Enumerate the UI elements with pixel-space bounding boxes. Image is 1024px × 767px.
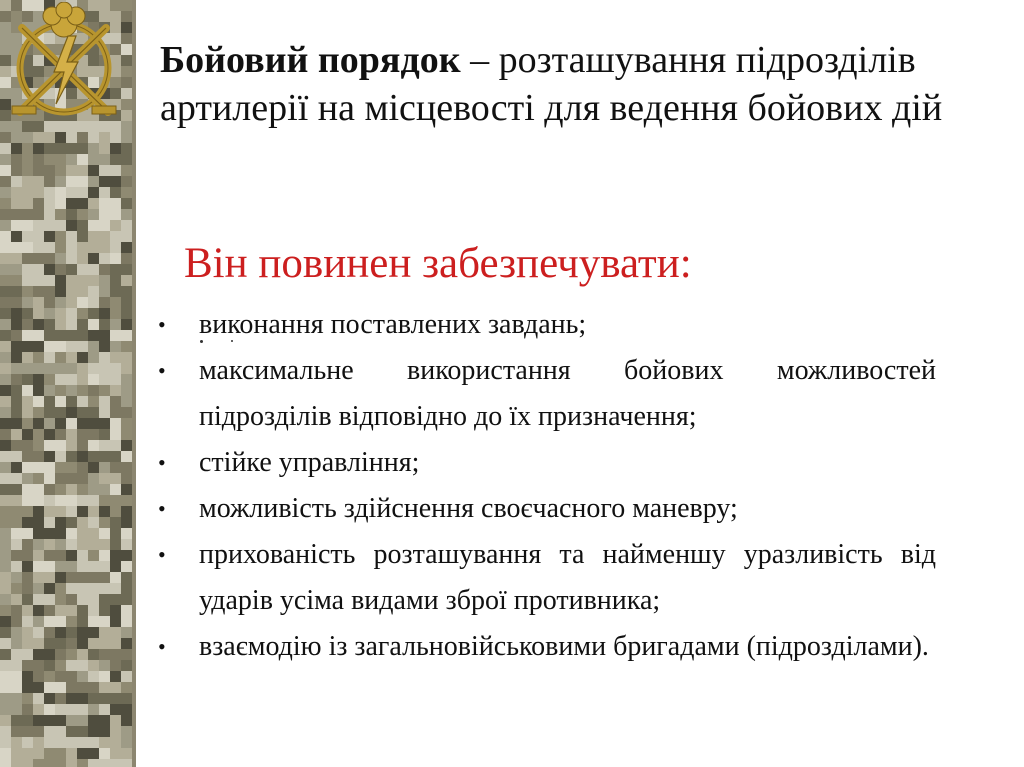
list-item bbox=[152, 440, 936, 486]
camouflage-pixel bbox=[44, 352, 55, 363]
camouflage-pixel bbox=[44, 506, 66, 517]
list-item-text: максимальне використання бойових можливостей підрозділів відповідно до їх призначення; bbox=[199, 355, 936, 432]
camouflage-pixel bbox=[44, 671, 55, 682]
camouflage-pixel bbox=[11, 715, 33, 726]
camouflage-pixel bbox=[11, 605, 22, 627]
camouflage-pixel bbox=[121, 110, 132, 121]
camouflage-pixel bbox=[22, 418, 33, 429]
camouflage-pixel bbox=[44, 330, 77, 341]
camouflage-pixel bbox=[11, 352, 22, 363]
camouflage-pixel bbox=[88, 374, 99, 385]
camouflage-pixel bbox=[77, 528, 99, 550]
camouflage-divider bbox=[132, 0, 136, 767]
camouflage-pixel bbox=[44, 165, 55, 187]
camouflage-pixel bbox=[99, 165, 110, 176]
camouflage-pixel bbox=[33, 561, 55, 572]
camouflage-pixel bbox=[88, 319, 99, 330]
camouflage-pixel bbox=[110, 671, 121, 682]
camouflage-pixel bbox=[55, 605, 77, 616]
camouflage-pixel bbox=[88, 286, 99, 297]
camouflage-pixel bbox=[121, 363, 132, 374]
camouflage-pixel bbox=[121, 451, 132, 462]
camouflage-pixel bbox=[11, 583, 22, 594]
camouflage-pixel bbox=[99, 385, 110, 396]
camouflage-pixel bbox=[121, 506, 132, 517]
bullet-icon: • bbox=[158, 312, 166, 337]
camouflage-pixel bbox=[121, 528, 132, 539]
camouflage-pixel bbox=[77, 132, 88, 143]
camouflage-pixel bbox=[88, 715, 110, 737]
camouflage-pixel bbox=[66, 550, 77, 561]
camouflage-pixel bbox=[0, 616, 11, 627]
camouflage-pixel bbox=[11, 308, 22, 330]
camouflage-pixel bbox=[22, 671, 33, 682]
camouflage-pixel bbox=[55, 473, 88, 484]
camouflage-pixel bbox=[33, 242, 55, 253]
camouflage-pixel bbox=[22, 594, 33, 605]
camouflage-pixel bbox=[66, 506, 77, 517]
camouflage-pixel bbox=[110, 715, 121, 737]
camouflage-pixel bbox=[121, 495, 132, 506]
bullet-icon: • bbox=[158, 358, 166, 383]
camouflage-pixel bbox=[33, 605, 44, 616]
camouflage-pixel bbox=[0, 209, 33, 220]
camouflage-pixel bbox=[55, 418, 66, 429]
camouflage-pixel bbox=[44, 143, 55, 154]
camouflage-pixel bbox=[88, 462, 99, 473]
camouflage-pixel bbox=[66, 660, 88, 671]
camouflage-pixel bbox=[55, 319, 66, 330]
camouflage-pixel bbox=[110, 638, 121, 649]
camouflage-pixel bbox=[55, 759, 66, 767]
camouflage-pixel bbox=[77, 517, 88, 528]
list-item-text: стійке управління; bbox=[199, 447, 420, 478]
camouflage-pixel bbox=[66, 143, 88, 154]
camouflage-pixel bbox=[121, 0, 132, 11]
camouflage-pixel bbox=[77, 407, 88, 418]
camouflage-pixel bbox=[121, 561, 132, 572]
camouflage-pixel bbox=[66, 693, 88, 704]
list-item-text: можливість здійснення своєчасного маневру; bbox=[199, 493, 738, 524]
camouflage-pixel bbox=[55, 143, 66, 154]
camouflage-pixel bbox=[22, 176, 44, 198]
camouflage-pixel bbox=[66, 638, 77, 649]
camouflage-pixel bbox=[55, 462, 77, 473]
camouflage-pixel bbox=[77, 154, 88, 165]
requirements-list bbox=[152, 302, 936, 670]
camouflage-pixel bbox=[0, 198, 11, 209]
camouflage-pixel bbox=[66, 198, 88, 209]
camouflage-pixel bbox=[99, 341, 110, 352]
camouflage-pixel bbox=[110, 396, 121, 407]
camouflage-pixel bbox=[110, 693, 132, 704]
camouflage-pixel bbox=[55, 737, 88, 748]
camouflage-pixel bbox=[99, 132, 110, 154]
camouflage-pixel bbox=[110, 385, 121, 396]
camouflage-pixel bbox=[88, 759, 99, 767]
camouflage-pixel bbox=[121, 187, 132, 198]
camouflage-pixel bbox=[55, 308, 66, 319]
camouflage-pixel bbox=[33, 671, 44, 682]
camouflage-pixel bbox=[22, 385, 33, 396]
bullet-icon: • bbox=[158, 450, 166, 475]
camouflage-pixel bbox=[11, 231, 22, 242]
camouflage-pixel bbox=[99, 198, 121, 220]
camouflage-pixel bbox=[22, 737, 33, 748]
camouflage-pixel bbox=[44, 154, 66, 165]
list-item bbox=[152, 532, 936, 624]
camouflage-pixel bbox=[66, 682, 77, 693]
camouflage-pixel bbox=[110, 539, 121, 550]
camouflage-pixel bbox=[66, 759, 77, 767]
slide-subtitle: Він повинен забезпечувати: bbox=[184, 240, 692, 287]
list-item bbox=[152, 624, 936, 670]
list-item-text: прихованість розташування та найменшу уразливість від ударів усіма видами зброї противника; bbox=[199, 539, 936, 616]
camouflage-pixel bbox=[110, 330, 132, 341]
camouflage-pixel bbox=[0, 231, 11, 253]
camouflage-pixel bbox=[44, 539, 55, 550]
bullet-icon: • bbox=[158, 496, 166, 521]
camouflage-pixel bbox=[22, 572, 33, 594]
camouflage-pixel bbox=[44, 253, 55, 264]
title-definition: – розташування підрозділів артилерії на місцевості для ведення бойових дій bbox=[160, 39, 943, 129]
camouflage-pixel bbox=[44, 748, 66, 759]
camouflage-pixel bbox=[121, 297, 132, 319]
camouflage-pixel bbox=[11, 550, 33, 561]
camouflage-pixel bbox=[121, 143, 132, 154]
camouflage-pixel bbox=[121, 440, 132, 451]
camouflage-pixel bbox=[99, 737, 121, 748]
camouflage-pixel bbox=[66, 264, 77, 275]
camouflage-pixel bbox=[33, 759, 55, 767]
camouflage-pixel bbox=[0, 253, 22, 264]
camouflage-pixel bbox=[22, 154, 33, 176]
camouflage-pixel bbox=[121, 77, 132, 88]
camouflage-pixel bbox=[33, 374, 44, 396]
camouflage-pixel bbox=[99, 451, 121, 462]
camouflage-pixel bbox=[11, 649, 33, 660]
camouflage-pixel bbox=[22, 231, 44, 242]
camouflage-pixel bbox=[11, 198, 33, 209]
list-item bbox=[152, 348, 936, 440]
camouflage-pixel bbox=[66, 726, 88, 737]
camouflage-pixel bbox=[66, 286, 77, 308]
camouflage-pixel bbox=[44, 517, 55, 528]
camouflage-pixel bbox=[55, 231, 66, 242]
camouflage-pixel bbox=[121, 572, 132, 583]
camouflage-pixel bbox=[121, 352, 132, 363]
camouflage-pixel bbox=[33, 308, 44, 319]
camouflage-pixel bbox=[66, 583, 88, 594]
camouflage-pixel bbox=[77, 440, 88, 451]
slide-title bbox=[160, 36, 960, 132]
camouflage-pixel bbox=[0, 363, 11, 374]
camouflage-pixel bbox=[121, 517, 132, 528]
camouflage-pixel bbox=[66, 341, 88, 352]
camouflage-pixel bbox=[110, 748, 132, 759]
camouflage-pixel bbox=[33, 693, 44, 704]
camouflage-pixel bbox=[77, 308, 88, 319]
camouflage-pixel bbox=[77, 165, 88, 176]
bullet-icon: • bbox=[158, 542, 166, 567]
camouflage-pixel bbox=[99, 473, 110, 484]
camouflage-pixel bbox=[11, 176, 22, 187]
title-term: Бойовий порядок bbox=[160, 39, 461, 81]
stray-mark bbox=[231, 340, 233, 342]
camouflage-pixel bbox=[121, 319, 132, 330]
camouflage-pixel bbox=[77, 209, 88, 220]
list-item-text: взаємодію із загальновійськовими бригадами (підрозділами). bbox=[199, 631, 929, 662]
camouflage-pixel bbox=[121, 99, 132, 110]
camouflage-pixel bbox=[110, 649, 121, 660]
camouflage-pixel bbox=[0, 572, 11, 594]
list-item-text: виконання поставлених завдань; bbox=[199, 309, 587, 340]
camouflage-pixel bbox=[11, 539, 22, 550]
camouflage-pixel bbox=[121, 550, 132, 561]
camouflage-pixel bbox=[22, 143, 33, 154]
stray-mark bbox=[200, 340, 203, 343]
camouflage-pixel bbox=[121, 605, 132, 627]
bullet-icon: • bbox=[158, 634, 166, 659]
camouflage-pixel bbox=[121, 33, 132, 44]
camouflage-pixel bbox=[88, 429, 99, 440]
camouflage-pixel bbox=[11, 396, 22, 407]
list-item bbox=[152, 486, 936, 532]
camouflage-pixel bbox=[44, 429, 55, 440]
camouflage-pixel bbox=[55, 374, 77, 385]
camouflage-pixel bbox=[110, 550, 121, 561]
camouflage-pixel bbox=[11, 374, 22, 385]
camouflage-pixel bbox=[22, 462, 33, 473]
camouflage-pixel bbox=[55, 572, 66, 583]
list-item bbox=[152, 302, 936, 348]
camouflage-pixel bbox=[77, 605, 88, 616]
camouflage-pixel bbox=[55, 704, 88, 715]
camouflage-pixel bbox=[0, 132, 11, 143]
camouflage-pixel bbox=[22, 616, 33, 627]
camouflage-pixel bbox=[44, 198, 55, 220]
camouflage-pixel bbox=[121, 484, 132, 495]
camouflage-pixel bbox=[44, 583, 55, 594]
camouflage-pixel bbox=[33, 594, 55, 605]
artillery-emblem-icon bbox=[6, 2, 122, 126]
camouflage-pixel bbox=[99, 759, 132, 767]
camouflage-pixel bbox=[66, 517, 77, 528]
camouflage-pixel bbox=[110, 473, 121, 484]
camouflage-pixel bbox=[55, 517, 66, 539]
